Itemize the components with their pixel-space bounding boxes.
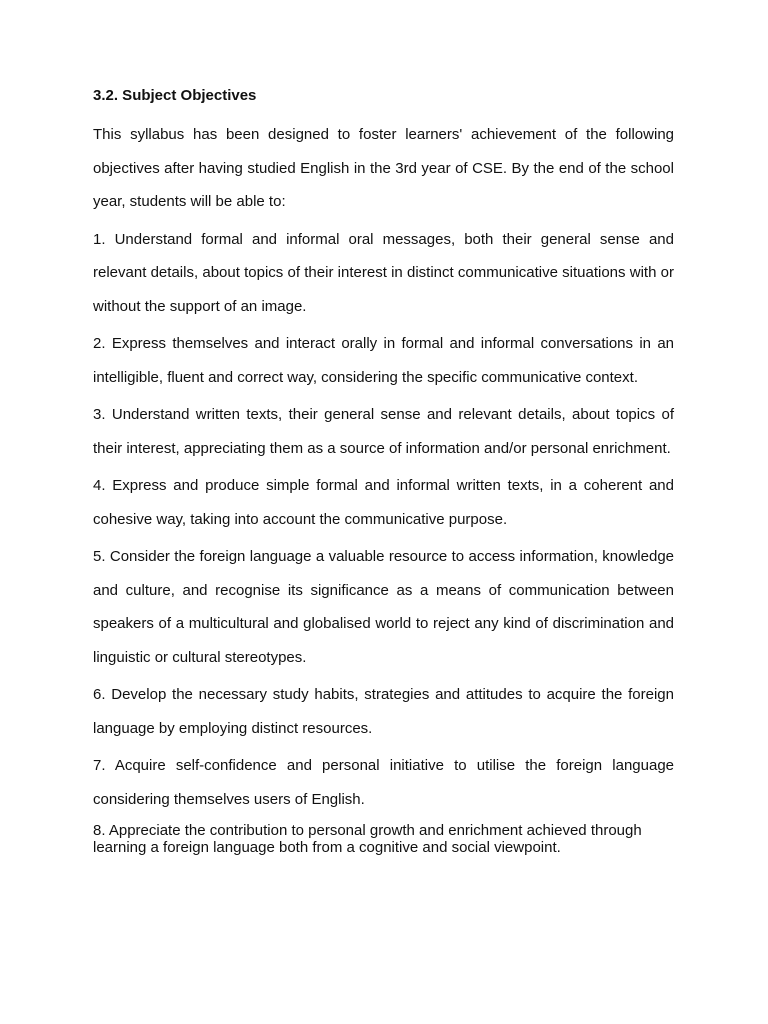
objective-8: 8. Appreciate the contribution to personal growth and enrichment achieved through learning a foreign language both from a cognitive and social viewpoint. (93, 822, 642, 856)
intro-paragraph: This syllabus has been designed to foster learners' achievement of the following objectives after having studied English in the 3rd year of CSE. By the end of the school year, students will be able to: (93, 126, 674, 210)
section-heading: 3.2. Subject Objectives (93, 87, 257, 104)
objective-4: 4. Express and produce simple formal and informal written texts, in a coherent and cohesive way, taking into account the communicative purpose. (93, 477, 674, 528)
objective-6: 6. Develop the necessary study habits, strategies and attitudes to acquire the foreign language by employing distinct resources. (93, 686, 674, 737)
objective-2: 2. Express themselves and interact orally in formal and informal conversations in an intelligible, fluent and correct way, considering the specific communicative context. (93, 335, 674, 386)
objective-7: 7. Acquire self-confidence and personal initiative to utilise the foreign language considering themselves users of English. (93, 757, 674, 808)
objective-3: 3. Understand written texts, their general sense and relevant details, about topics of their interest, appreciating them as a source of information and/or personal enrichment. (93, 406, 674, 457)
objective-1: 1. Understand formal and informal oral messages, both their general sense and relevant details, about topics of their interest in distinct communicative situations with or without the support of an image. (93, 230, 674, 315)
objective-5: 5. Consider the foreign language a valuable resource to access information, knowledge and culture, and recognise its significance as a means of communication between speakers of a multicultural and globalised world to reject any kind of discrimination and linguistic or cultural stereotypes. (93, 548, 674, 666)
document-body (93, 86, 674, 860)
